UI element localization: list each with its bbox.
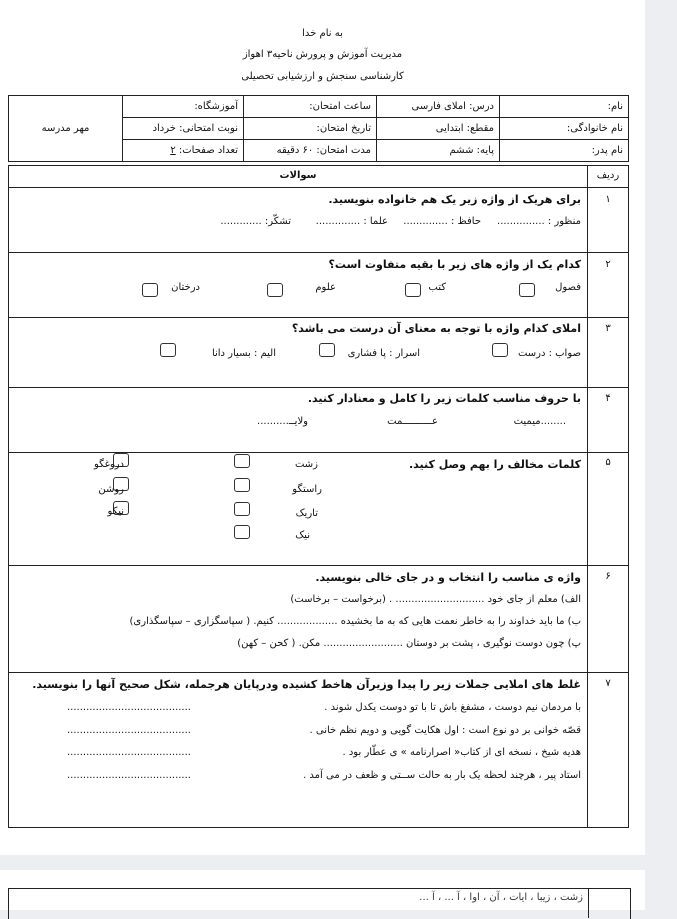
q5-connector-box[interactable] <box>234 525 250 539</box>
questions-table <box>8 165 629 828</box>
exam-time-cell: ساعت امتحان: <box>244 96 377 118</box>
q2-checkbox[interactable] <box>405 283 421 297</box>
q2-option: درختان <box>171 282 200 293</box>
q7-sentence: با مردمان نیم دوست ، مشفغ باش تا با تو دوست یکدل شوند . <box>324 702 581 713</box>
q7-sentence: هدیه شیخ ، نسخه ای از کتاب« اصرارنامه » ی عطّار بود . <box>342 747 581 758</box>
q2-option: فصول <box>555 282 581 293</box>
questions-header: سوالات <box>279 170 317 181</box>
q7-number: ۷ <box>605 678 611 689</box>
q5-left-word: نیک <box>295 530 310 541</box>
header-department: کارشناسی سنجش و ارزشیابی تحصیلی <box>241 71 404 82</box>
q2-number: ۲ <box>605 259 611 270</box>
q4-item: ولایــ.......... <box>257 416 308 427</box>
q4-item: ........میمیت <box>513 416 566 427</box>
q3-checkbox[interactable] <box>492 343 508 357</box>
q7-sentence: استاد پیر ، هرچند لحظه یک بار به حالت ســتی و ظعف در می آمد . <box>303 770 581 781</box>
school-stamp-cell: مهر مدرسه <box>9 96 123 162</box>
q2-checkbox[interactable] <box>519 283 535 297</box>
q5-number: ۵ <box>605 457 611 468</box>
q1-title: برای هریک از واژه زیر یک هم خانواده بنویسید. <box>328 193 581 206</box>
q2-checkbox[interactable] <box>142 283 158 297</box>
q7-answer-blank[interactable]: ....................................... <box>67 702 191 713</box>
q1-item: منظور : ............... <box>497 216 581 227</box>
q5-left-word: زشت <box>294 459 318 470</box>
q6-line: الف) معلم از جای خود ............................ . (برخواست – برخاست) <box>290 594 581 605</box>
q1-item: علما : .............. <box>315 216 388 227</box>
q5-connector-box[interactable] <box>234 502 250 516</box>
q3-checkbox[interactable] <box>319 343 335 357</box>
next-page <box>0 870 645 910</box>
duration-cell: مدت امتحان: ۶۰ دقیقه <box>244 140 377 162</box>
q5-title: کلمات مخالف را بهم وصل کنید. <box>408 458 581 471</box>
q7-answer-blank[interactable]: ....................................... <box>67 770 191 781</box>
header-basmala: به نام خدا <box>302 28 343 39</box>
q2-title: کدام یک از واژه های زیر با بقیه متفاوت است؟ <box>328 258 581 271</box>
q3-title: املای کدام واژه با توجه به معنای آن درست می باشد؟ <box>291 322 581 335</box>
q2-checkbox[interactable] <box>267 283 283 297</box>
header-directorate: مدیریت آموزش و پرورش ناحیه۳ اهواز <box>242 49 403 60</box>
q4-item: عــــــــــمت <box>387 416 438 427</box>
q5-connector-box[interactable] <box>234 478 250 492</box>
q5-right-word: نیکو <box>107 506 124 517</box>
q1-item: حافظ : .............. <box>403 216 481 227</box>
subject-cell: درس: املای فارسی <box>377 96 500 118</box>
row-header: ردیف <box>596 170 620 181</box>
q5-right-word: دروغگو <box>93 459 124 470</box>
q3-option: الیم : بسیار دانا <box>211 348 276 359</box>
q2-option: علوم <box>315 282 336 293</box>
student-info-table <box>8 95 629 162</box>
q3-checkbox[interactable] <box>160 343 176 357</box>
q5-connector-box[interactable] <box>234 454 250 468</box>
name-cell: نام: <box>500 96 629 118</box>
q5-left-word: راستگو <box>292 484 322 495</box>
q5-right-word: روشن <box>98 484 124 495</box>
q3-number: ۳ <box>605 323 611 334</box>
page-count-value: ۲ <box>170 145 176 156</box>
q6-line: ب) ما باید خداوند را به خاطر نعمت هایی که به ما بخشیده ................... کنیم. ( سپاسگزاری – سپاسگذاری) <box>129 616 581 627</box>
exam-date-cell: تاریخ امتحان: <box>244 118 377 140</box>
q7-title: غلط های املایی جملات زیر را پیدا وزیرآن هاخط کشیده ودرپایان هرجمله، شکل صحیح آنها را بنویسید. <box>32 678 581 691</box>
father-cell: نام پدر: <box>500 140 629 162</box>
level-cell: مقطع: ابتدایی <box>377 118 500 140</box>
q5-left-word: تاریک <box>295 508 318 519</box>
q7-answer-blank[interactable]: ....................................... <box>67 747 191 758</box>
q6-title: واژه ی مناسب را انتخاب و در جای خالی بنویسید. <box>315 571 581 584</box>
page-count-cell: تعداد صفحات: ۲ <box>123 140 244 162</box>
q4-title: با حروف مناسب کلمات زیر را کامل و معنادار کنید. <box>307 392 581 405</box>
school-cell: آموزشگاه: <box>123 96 244 118</box>
session-cell: نوبت امتحانی: خرداد <box>123 118 244 140</box>
q6-number: ۶ <box>605 571 611 582</box>
q1-number: ۱ <box>605 194 611 205</box>
q1-item: تشکّر: ............. <box>220 216 291 227</box>
grade-cell: پایه: ششم <box>377 140 500 162</box>
q6-line: پ) چون دوست نوگیری ، پشت بر دوستان ......................... مکن. ( کحن – کهن) <box>237 638 581 649</box>
next-page-fragment: زشت ، زیبا ، ایات ، آن ، اوا ، آ ... ، آ ... <box>419 892 583 903</box>
q7-answer-blank[interactable]: ....................................... <box>67 725 191 736</box>
q7-sentence: قصّه خوانی بر دو نوع است : اول هکایت گویی و دویم نظم خانی . <box>309 725 581 736</box>
q4-number: ۴ <box>605 393 611 404</box>
q3-option: صواب : درست <box>517 348 581 359</box>
family-cell: نام خانوادگی: <box>500 118 629 140</box>
q2-option: کتب <box>428 282 446 293</box>
q3-option: اسرار : پا فشاری <box>347 348 420 359</box>
